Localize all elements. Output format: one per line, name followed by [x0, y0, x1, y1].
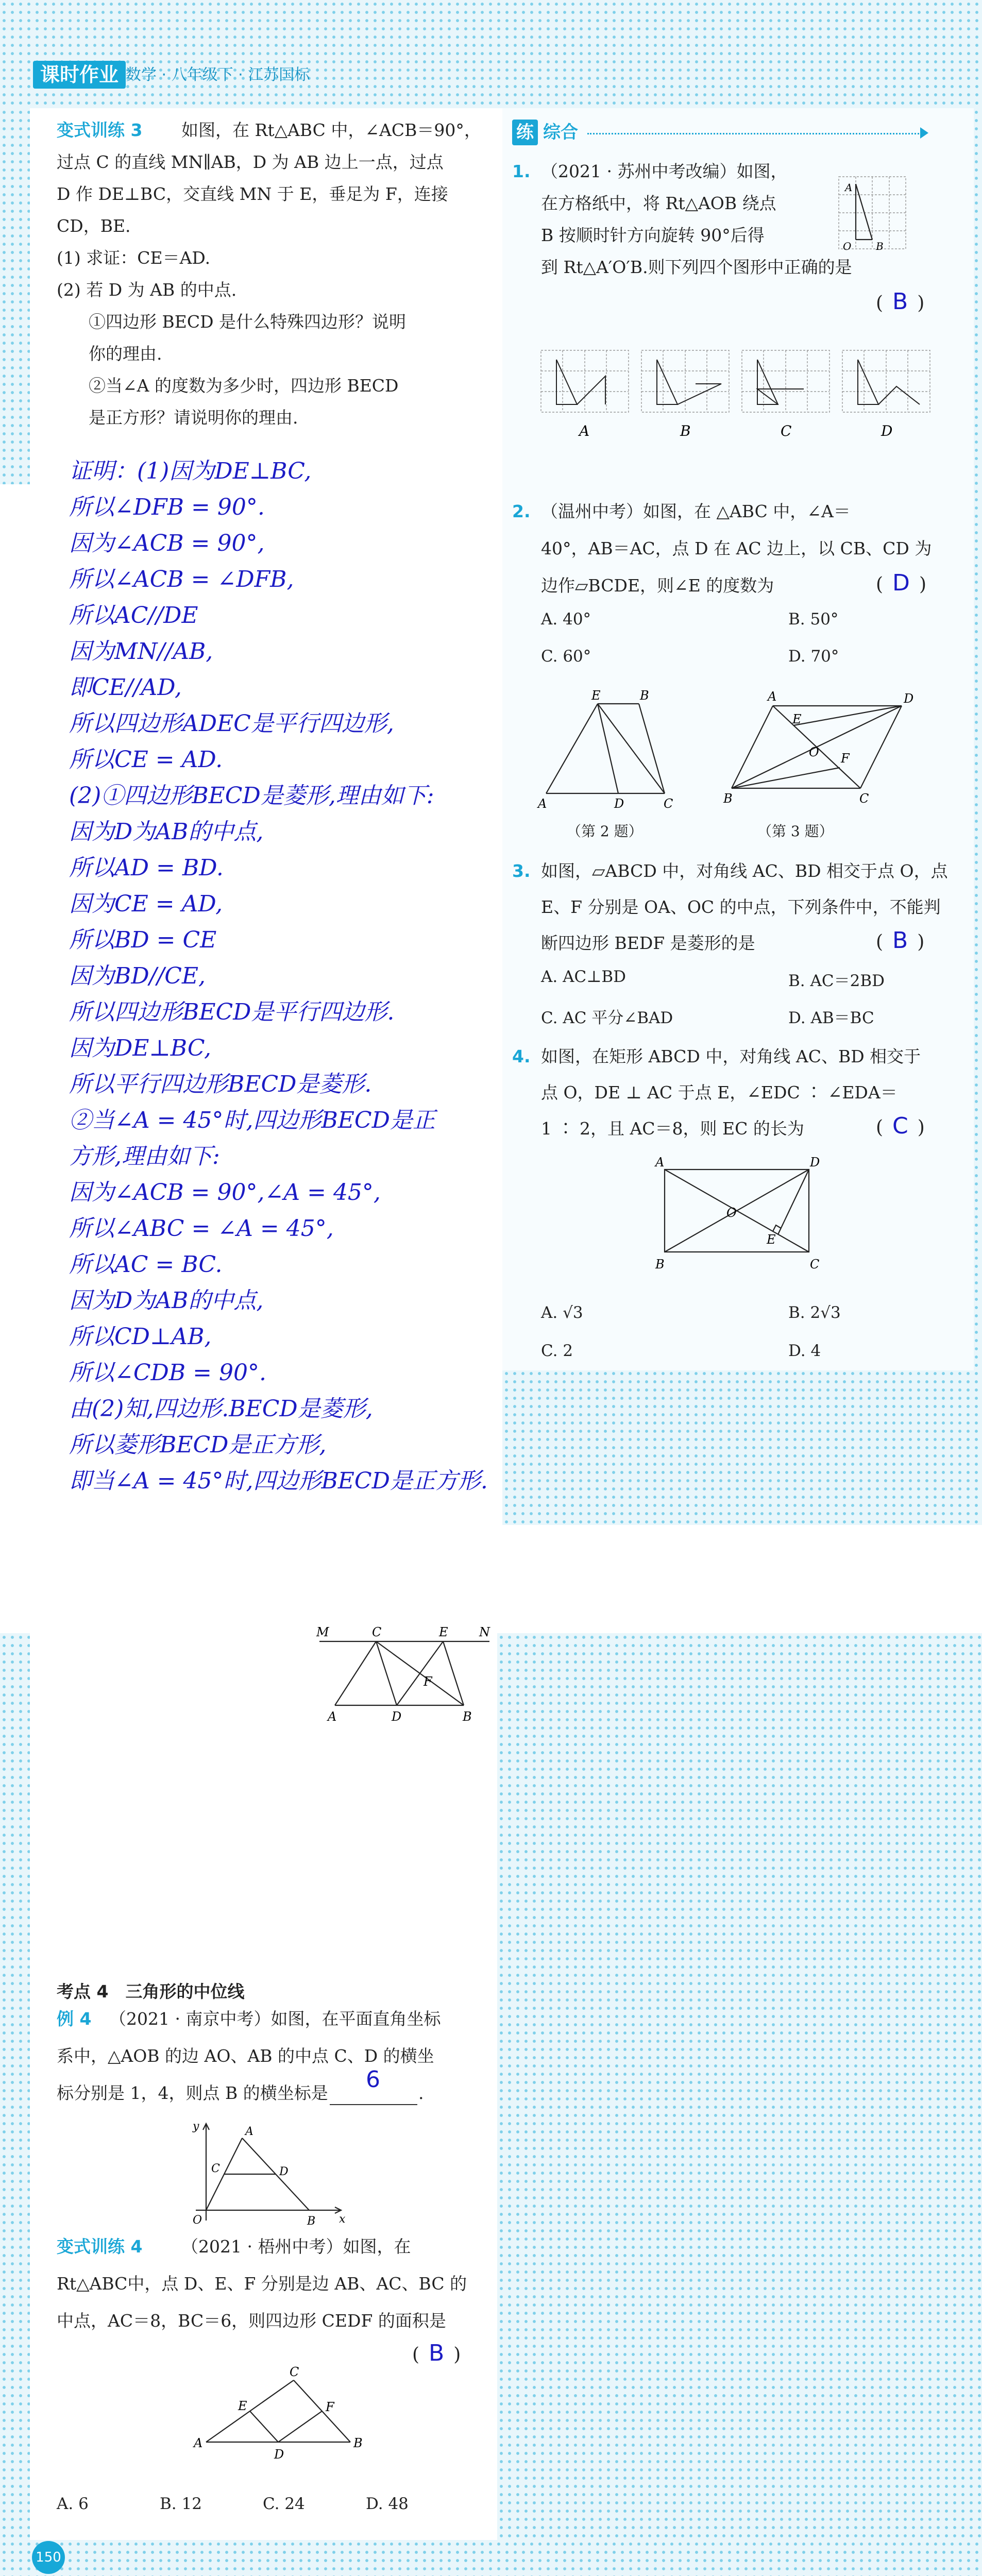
q2-figure [531, 685, 685, 814]
v4-fig-label-C: C [290, 2365, 299, 2379]
v3-figure [309, 1623, 495, 1726]
v4-answer: B [429, 2340, 445, 2366]
q4-option-B: B. 2√3 [788, 1303, 841, 1322]
q2-fig-label-D: D [614, 796, 624, 811]
k4-example-label: 例 4 [57, 2009, 92, 2029]
q1-ref-label-B: B [876, 240, 884, 252]
v3-answer-line: 所以四边形BECD是平行四边形. [69, 999, 395, 1025]
q4-fig-label-B: B [655, 1257, 665, 1272]
q3-fig-label-D: D [904, 691, 914, 706]
q1-line-1: 在方格纸中，将 Rt△AOB 绕点 [541, 193, 776, 213]
header-subtitle: 数学 · 八年级下 · 江苏国标 [126, 66, 310, 84]
bottom-right-background [497, 1633, 982, 2540]
v3-answer-line: 所以CD⊥AB, [69, 1324, 212, 1350]
q3-option-A: A. AC⊥BD [541, 968, 626, 986]
q3-fig-label-A: A [768, 689, 777, 704]
q1-line-3: 到 Rt△A′O′B.则下列四个图形中正确的是 [541, 257, 852, 277]
v4-option-A: A. 6 [57, 2495, 89, 2513]
k4-example-line-0: （2021 · 南京中考）如图，在平面直角坐标 [109, 2009, 441, 2029]
q3-line-2: 断四边形 BEDF 是菱形的是 [541, 933, 755, 953]
q1-line-2: B 按顺时针方向旋转 90°后得 [541, 225, 765, 245]
q1-option-C: C [781, 422, 792, 439]
q2-number: 2. [512, 501, 531, 521]
q3-option-D: D. AB＝BC [788, 1009, 874, 1027]
q4-figure [649, 1154, 824, 1278]
q2-option-A: A. 40° [541, 610, 591, 629]
section-divider [587, 133, 922, 134]
k4-fig-label-x: x [339, 2213, 346, 2226]
q2-line-0: （温州中考）如图，在 △ABC 中，∠A＝ [541, 501, 851, 521]
q2-caption: （第 2 题） [567, 823, 643, 840]
v4-option-C: C. 24 [263, 2495, 305, 2513]
v3-fig-label-B: B [463, 1709, 472, 1724]
q4-line-2: 1 ∶ 2，且 AC＝8，则 EC 的长为 [541, 1118, 804, 1139]
k4-fig-label-C: C [211, 2162, 220, 2175]
v3-answer-line: 即当∠A = 45°时,四边形BECD是正方形. [69, 1468, 488, 1494]
v4-fig-label-B: B [353, 2436, 363, 2450]
v3-line-4: (1) 求证：CE＝AD. [57, 248, 211, 268]
q2-fig-label-E: E [591, 688, 601, 703]
section-badge: 练 [512, 120, 538, 145]
brand-badge: 课时作业 [33, 61, 126, 89]
q1-option-B: B [680, 422, 691, 439]
q4-option-C: C. 2 [541, 1342, 573, 1360]
v3-line-2: D 作 DE⊥BC，交直线 MN 于 E，垂足为 F，连接 [57, 184, 448, 204]
q2-fig-label-B: B [640, 688, 649, 703]
q2-option-C: C. 60° [541, 647, 591, 666]
q4-answer: C [892, 1113, 908, 1139]
q4-number: 4. [512, 1046, 531, 1066]
q3-fig-label-E: E [792, 712, 802, 726]
q1-number: 1. [512, 161, 531, 181]
k4-title: 考点 4 三角形的中位线 [57, 1981, 245, 2002]
v3-answer-line: (2)①四边形BECD是菱形,理由如下: [69, 783, 434, 809]
q1-option-D: D [881, 422, 893, 439]
header-band [0, 0, 982, 108]
q2-fig-label-A: A [538, 796, 547, 811]
q3-figure [721, 685, 917, 814]
q4-answer-paren: ( C ) [876, 1113, 925, 1139]
v3-answer-line: 所以∠CDB = 90°. [69, 1360, 266, 1386]
v3-answer-line: ②当∠A = 45°时,四边形BECD是正 [69, 1107, 435, 1133]
k4-example-figure [185, 2117, 350, 2231]
v3-answer-line: 因为DE⊥BC, [69, 1035, 212, 1061]
q4-line-1: 点 O，DE ⊥ AC 于点 E，∠EDC ∶ ∠EDA＝ [541, 1082, 898, 1103]
q3-fig-label-F: F [841, 751, 850, 766]
v3-answer-line: 方形,理由如下: [69, 1143, 220, 1170]
v3-fig-label-M: M [316, 1625, 329, 1639]
k4-period: . [418, 2083, 424, 2103]
v3-line-7: 你的理由. [89, 344, 162, 364]
k4-fig-label-D: D [279, 2165, 289, 2178]
k4-fig-label-y: y [193, 2120, 199, 2133]
q3-caption: （第 3 题） [757, 823, 834, 840]
q1-reference-figure [835, 173, 912, 255]
q4-option-A: A. √3 [541, 1303, 583, 1322]
q4-fig-label-D: D [810, 1155, 820, 1170]
v3-fig-label-A: A [328, 1709, 337, 1724]
v3-answer-line: 因为D为AB的中点, [69, 819, 264, 845]
v3-answer-line: 因为BD//CE, [69, 963, 206, 989]
section-title: 综合 [543, 122, 578, 143]
v3-answer-line: 所以CE = AD. [69, 747, 223, 773]
q1-answer: B [892, 289, 908, 315]
k4-fig-label-O: O [193, 2214, 202, 2227]
v3-line-3: CD，BE. [57, 216, 131, 236]
k4-example-line-2: 标分别是 1，4，则点 B 的横坐标是 [57, 2083, 328, 2103]
v4-fig-label-E: E [238, 2399, 247, 2413]
q1-option-A: A [579, 422, 590, 439]
q2-fig-label-C: C [664, 796, 673, 811]
q4-fig-label-E: E [767, 1232, 776, 1247]
v4-line-1: Rt△ABC中，点 D、E、F 分别是边 AB、AC、BC 的 [57, 2274, 467, 2294]
v3-answer-line: 所以∠DFB = 90°. [69, 494, 265, 520]
v3-answer-line: 所以AC//DE [69, 602, 198, 629]
q3-line-1: E、F 分别是 OA、OC 的中点，下列条件中，不能判 [541, 897, 941, 917]
v3-line-0: 如图，在 Rt△ABC 中，∠ACB＝90°， [181, 120, 481, 140]
v4-fig-label-A: A [194, 2436, 203, 2450]
q3-line-0: 如图，▱ABCD 中，对角线 AC、BD 相交于点 O，点 [541, 861, 948, 881]
q3-option-B: B. AC＝2BD [788, 972, 885, 990]
v4-option-B: B. 12 [160, 2495, 202, 2513]
v3-answer-line: 因为MN//AB, [69, 638, 213, 665]
section-arrow-icon [920, 127, 928, 139]
k4-example-answer: 6 [366, 2066, 380, 2093]
v3-answer-line: 所以菱形BECD是正方形, [69, 1432, 327, 1458]
top-left-strip [0, 108, 30, 484]
v3-answer-line: 所以∠ACB = ∠DFB, [69, 566, 294, 592]
bottom-left-strip [0, 1633, 30, 2540]
v3-line-5: (2) 若 D 为 AB 的中点. [57, 280, 237, 300]
q3-fig-label-C: C [859, 791, 869, 806]
v3-line-6: ①四边形 BECD 是什么特殊四边形？说明 [89, 312, 407, 332]
v4-figure [191, 2365, 376, 2468]
v3-answer-line: 所以四边形ADEC是平行四边形, [69, 710, 394, 737]
v4-answer-paren: ( B ) [412, 2340, 461, 2366]
q3-option-C: C. AC 平分∠BAD [541, 1009, 673, 1027]
q2-answer: D [892, 570, 910, 596]
v4-line-0: （2021 · 梧州中考）如图，在 [181, 2236, 411, 2257]
q2-option-D: D. 70° [788, 647, 839, 666]
v3-answer-line: 所以平行四边形BECD是菱形. [69, 1071, 372, 1097]
q1-answer-paren: ( B ) [876, 289, 925, 315]
v3-fig-label-E: E [439, 1625, 448, 1639]
v3-answer-line: 所以BD = CE [69, 927, 217, 953]
v4-line-2: 中点，AC＝8，BC＝6，则四边形 CEDF 的面积是 [57, 2311, 446, 2331]
q1-ref-label-O: O [843, 240, 852, 252]
q1-ref-label-A: A [845, 181, 853, 194]
v3-fig-label-C: C [372, 1625, 382, 1639]
v3-answer-line: 由(2)知,四边形.BECD是菱形, [69, 1396, 373, 1422]
q4-line-0: 如图，在矩形 ABCD 中，对角线 AC、BD 相交于 [541, 1046, 921, 1066]
v3-answer-line: 所以∠ABC = ∠A = 45°, [69, 1215, 334, 1242]
q4-option-D: D. 4 [788, 1342, 821, 1360]
q4-fig-label-O: O [726, 1206, 737, 1220]
v3-fig-label-N: N [479, 1625, 490, 1639]
q2-line-1: 40°，AB＝AC，点 D 在 AC 边上，以 CB、CD 为 [541, 538, 932, 558]
v3-answer-line: 因为∠ACB = 90°, [69, 530, 265, 556]
v3-answer-line: 因为CE = AD, [69, 891, 223, 917]
k4-fig-label-B: B [307, 2215, 316, 2228]
v3-label: 变式训练 3 [57, 120, 143, 140]
q3-fig-label-B: B [723, 791, 733, 806]
q4-fig-label-C: C [810, 1257, 820, 1272]
v3-answer-line: 所以AD = BD. [69, 855, 224, 881]
q2-option-B: B. 50° [788, 610, 839, 629]
k4-fig-label-A: A [245, 2125, 253, 2138]
q3-answer-paren: ( B ) [876, 927, 925, 954]
q2-answer-paren: ( D ) [876, 570, 926, 596]
v3-answer-line: 证明：(1)因为DE⊥BC, [69, 458, 312, 484]
page-number: 150 [32, 2541, 65, 2574]
v4-option-D: D. 48 [366, 2495, 409, 2513]
v4-fig-label-F: F [326, 2400, 334, 2414]
v4-fig-label-D: D [274, 2447, 284, 2462]
v3-fig-label-F: F [424, 1674, 432, 1689]
v3-line-1: 过点 C 的直线 MN∥AB，D 为 AB 边上一点，过点 [57, 152, 444, 172]
v3-answer-line: 因为∠ACB = 90°,∠A = 45°, [69, 1179, 381, 1206]
q1-options-figure [536, 345, 938, 443]
footer-band [0, 2540, 982, 2576]
q3-number: 3. [512, 861, 531, 881]
q4-fig-label-A: A [655, 1155, 665, 1170]
q3-answer: B [892, 927, 908, 954]
v4-label: 变式训练 4 [57, 2236, 143, 2257]
q1-line-0: （2021 · 苏州中考改编）如图， [541, 161, 788, 181]
q3-fig-label-O: O [809, 745, 819, 759]
v3-answer-line: 因为D为AB的中点, [69, 1287, 264, 1314]
k4-example-line-1: 系中，△AOB 的边 AO、AB 的中点 C、D 的横坐 [57, 2046, 434, 2066]
k4-answer-blank [330, 2104, 417, 2105]
v3-fig-label-D: D [392, 1709, 402, 1724]
v3-line-9: 是正方形？请说明你的理由. [89, 408, 298, 428]
v3-line-8: ②当∠A 的度数为多少时，四边形 BECD [89, 376, 399, 396]
v3-answer-line: 所以AC = BC. [69, 1251, 223, 1278]
q2-line-2: 边作▱BCDE，则∠E 的度数为 [541, 575, 774, 596]
v3-answer-line: 即CE//AD, [69, 674, 182, 701]
